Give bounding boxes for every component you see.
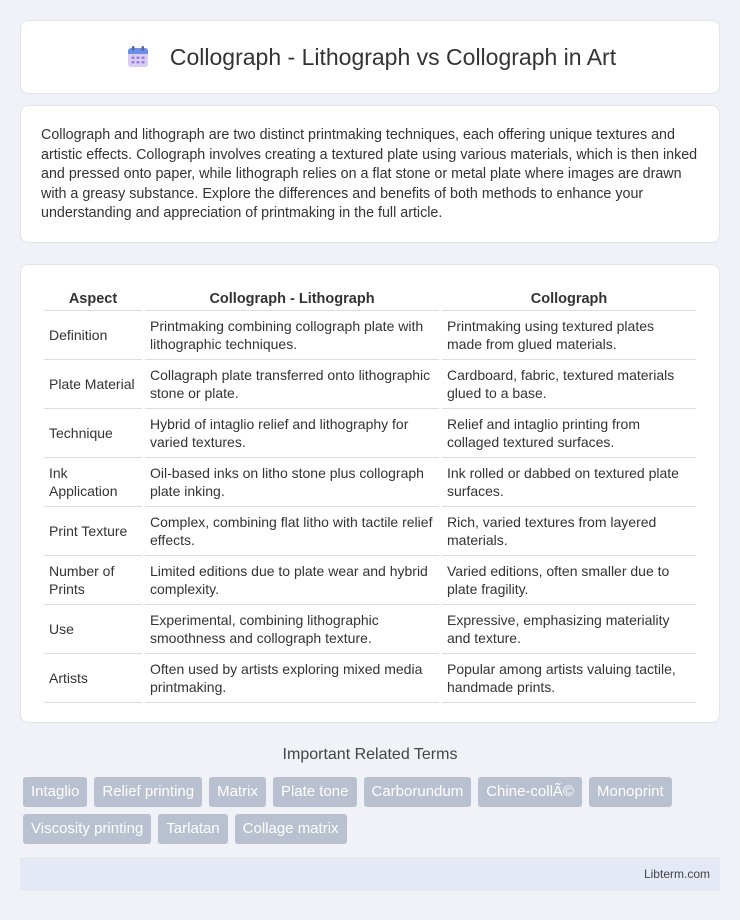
row-collograph-lithograph: Experimental, combining lithographic smoothness and collograph texture.: [145, 605, 439, 654]
row-aspect: Use: [44, 605, 142, 654]
row-collograph: Ink rolled or dabbed on textured plate surfaces.: [442, 458, 696, 507]
footer-site[interactable]: Libterm.com: [643, 867, 710, 881]
row-collograph: Rich, varied textures from layered materials.: [442, 507, 696, 556]
table-row: [44, 458, 696, 507]
row-collograph-lithograph: Often used by artists exploring mixed media printmaking.: [145, 654, 439, 703]
row-aspect: Technique: [44, 409, 142, 458]
title-card: [20, 20, 720, 94]
tag-plate-tone[interactable]: Plate tone: [273, 777, 357, 807]
table-row: [44, 556, 696, 605]
row-collograph-lithograph: Limited editions due to plate wear and hybrid complexity.: [145, 556, 439, 605]
header-collograph-lithograph: Collograph - Lithograph: [145, 283, 439, 311]
row-aspect: Number of Prints: [44, 556, 142, 605]
row-aspect: Definition: [44, 311, 142, 360]
table-row: [44, 360, 696, 409]
header-collograph: Collograph: [442, 283, 696, 311]
row-collograph: Cardboard, fabric, textured materials glued to a base.: [442, 360, 696, 409]
row-aspect: Artists: [44, 654, 142, 703]
table-header-row: [44, 283, 696, 311]
tag-tarlatan[interactable]: Tarlatan: [158, 814, 227, 844]
header-aspect: Aspect: [44, 283, 142, 311]
row-collograph-lithograph: Hybrid of intaglio relief and lithography for varied textures.: [145, 409, 439, 458]
row-aspect: Print Texture: [44, 507, 142, 556]
row-aspect: Ink Application: [44, 458, 142, 507]
table-row: [44, 605, 696, 654]
intro-card: [20, 105, 720, 243]
row-collograph: Varied editions, often smaller due to plate fragility.: [442, 556, 696, 605]
tag-chine-colle[interactable]: Chine-collÃ©: [478, 777, 582, 807]
tag-relief-printing[interactable]: Relief printing: [94, 777, 202, 807]
tag-intaglio[interactable]: Intaglio: [23, 777, 87, 807]
page-title: Collograph - Lithograph vs Collograph in Art: [169, 43, 617, 70]
tag-viscosity-printing[interactable]: Viscosity printing: [23, 814, 151, 844]
comparison-card: [20, 264, 720, 723]
row-aspect: Plate Material: [44, 360, 142, 409]
row-collograph-lithograph: Oil-based inks on litho stone plus collograph plate inking.: [145, 458, 439, 507]
row-collograph-lithograph: Collagraph plate transferred onto lithographic stone or plate.: [145, 360, 439, 409]
row-collograph: Relief and intaglio printing from collaged textured surfaces.: [442, 409, 696, 458]
footer: [20, 857, 720, 891]
calendar-icon: [124, 43, 152, 71]
comparison-table: [41, 283, 699, 703]
row-collograph: Expressive, emphasizing materiality and texture.: [442, 605, 696, 654]
table-row: [44, 507, 696, 556]
table-row: [44, 409, 696, 458]
row-collograph: Popular among artists valuing tactile, handmade prints.: [442, 654, 696, 703]
related-terms-title: Important Related Terms: [282, 746, 458, 763]
related-terms-list: [23, 777, 720, 844]
tag-carborundum[interactable]: Carborundum: [364, 777, 472, 807]
row-collograph-lithograph: Printmaking combining collograph plate with lithographic techniques.: [145, 311, 439, 360]
row-collograph-lithograph: Complex, combining flat litho with tactile relief effects.: [145, 507, 439, 556]
tag-collage-matrix[interactable]: Collage matrix: [235, 814, 347, 844]
table-row: [44, 654, 696, 703]
table-row: [44, 311, 696, 360]
tag-monoprint[interactable]: Monoprint: [589, 777, 672, 807]
tag-matrix[interactable]: Matrix: [209, 777, 266, 807]
intro-text: Collograph and lithograph are two distinct printmaking techniques, each offering unique textures and artistic effects. Collograph involves creating a textured plate using various materials, which is then inked and pressed onto paper, while lithograph relies on a flat stone or metal plate where images are drawn with a greasy substance. Explore the differences and benefits of both methods to enhance your understanding and appreciation of printmaking in the full article.: [41, 127, 698, 222]
row-collograph: Printmaking using textured plates made from glued materials.: [442, 311, 696, 360]
